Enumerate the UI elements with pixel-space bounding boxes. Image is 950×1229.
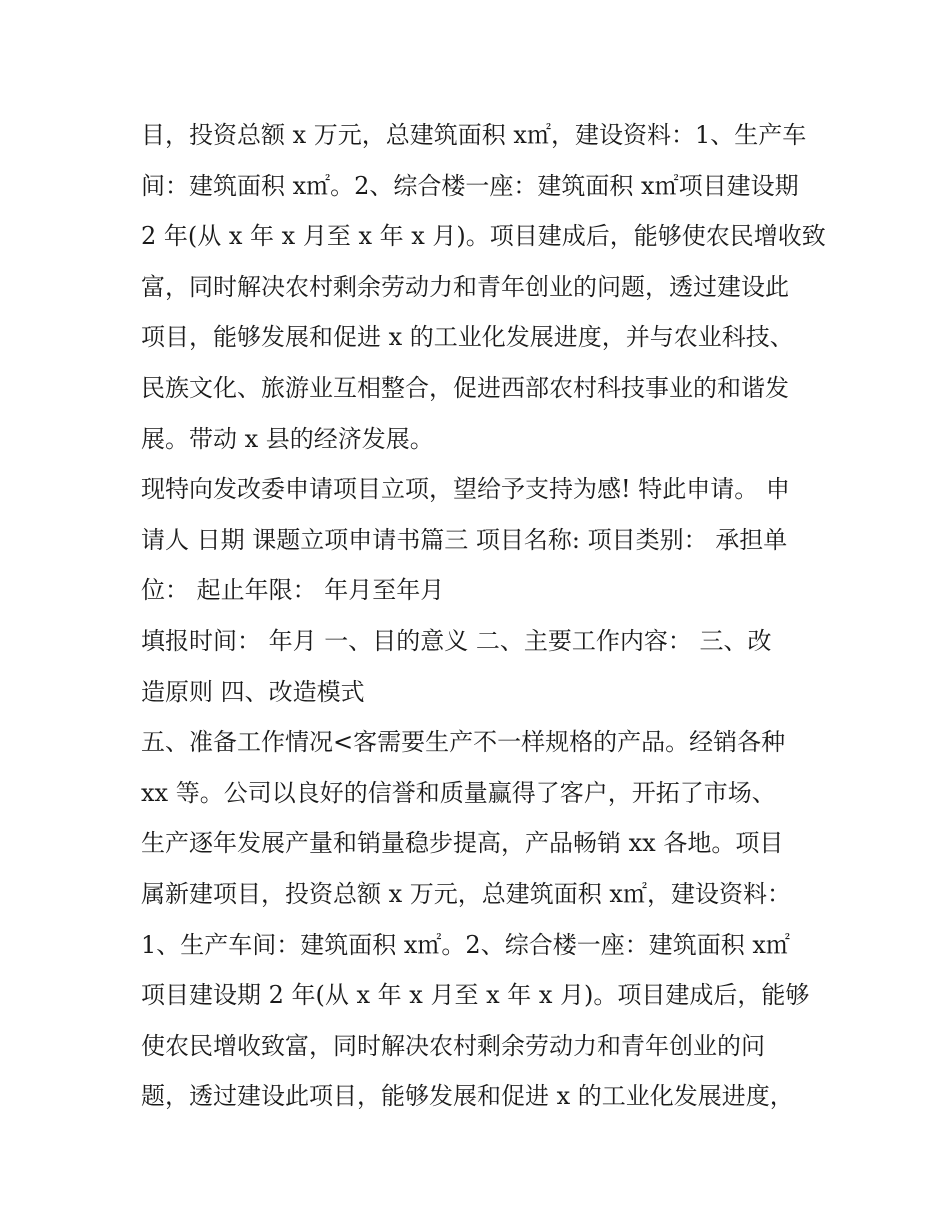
document-body <box>141 110 826 1122</box>
text-line: 使农民增收致富，同时解决农村剩余劳动力和青年创业的问 <box>141 1031 765 1060</box>
text-line: 生产逐年发展产量和销量稳步提高，产品畅销 xx 各地。项目 <box>141 829 784 858</box>
text-line: 富，同时解决农村剩余劳动力和青年创业的问题，透过建设此 <box>141 272 789 301</box>
text-line: 1、生产车间：建筑面积 x㎡。2、综合楼一座：建筑面积 x㎡ <box>141 930 790 959</box>
text-line: 题，透过建设此项目，能够发展和促进 x 的工业化发展进度， <box>141 1082 794 1111</box>
text-line: 属新建项目，投资总额 x 万元，总建筑面积 x㎡，建设资料： <box>141 879 791 908</box>
text-line: 项目建设期 2 年(从 x 年 x 月至 x 年 x 月)。项目建成后，能够 <box>141 981 810 1010</box>
text-line: xx 等。公司以良好的信誉和质量赢得了客户，开拓了市场、 <box>141 778 776 807</box>
text-line: 2 年(从 x 年 x 月至 x 年 x 月)。项目建成后，能够使农民增收致 <box>141 222 826 251</box>
text-line: 民族文化、旅游业互相整合，促进西部农村科技事业的和谐发 <box>141 373 789 402</box>
text-line: 五、准备工作情况<客需要生产不一样规格的产品。经销各种 <box>141 728 786 757</box>
text-line: 造原则 四、改造模式 <box>141 677 365 706</box>
text-line: 间：建筑面积 x㎡。2、综合楼一座：建筑面积 x㎡项目建设期 <box>141 171 799 200</box>
text-line: 位： 起止年限： 年月至年月 <box>141 576 445 605</box>
text-line: 展。带动 x 县的经济发展。 <box>141 424 434 453</box>
text-line: 目，投资总额 x 万元，总建筑面积 x㎡，建设资料：1、生产车 <box>141 121 807 149</box>
text-line: 现特向发改委申请项目立项，望给予支持为感! 特此申请。 申 <box>141 475 790 504</box>
text-line: 项目，能够发展和促进 x 的工业化发展进度，并与农业科技、 <box>141 323 794 352</box>
text-line: 请人 日期 课题立项申请书篇三 项目名称: 项目类别： 承担单 <box>141 525 788 554</box>
text-line: 填报时间： 年月 一、目的意义 二、主要工作内容： 三、改 <box>141 626 772 655</box>
